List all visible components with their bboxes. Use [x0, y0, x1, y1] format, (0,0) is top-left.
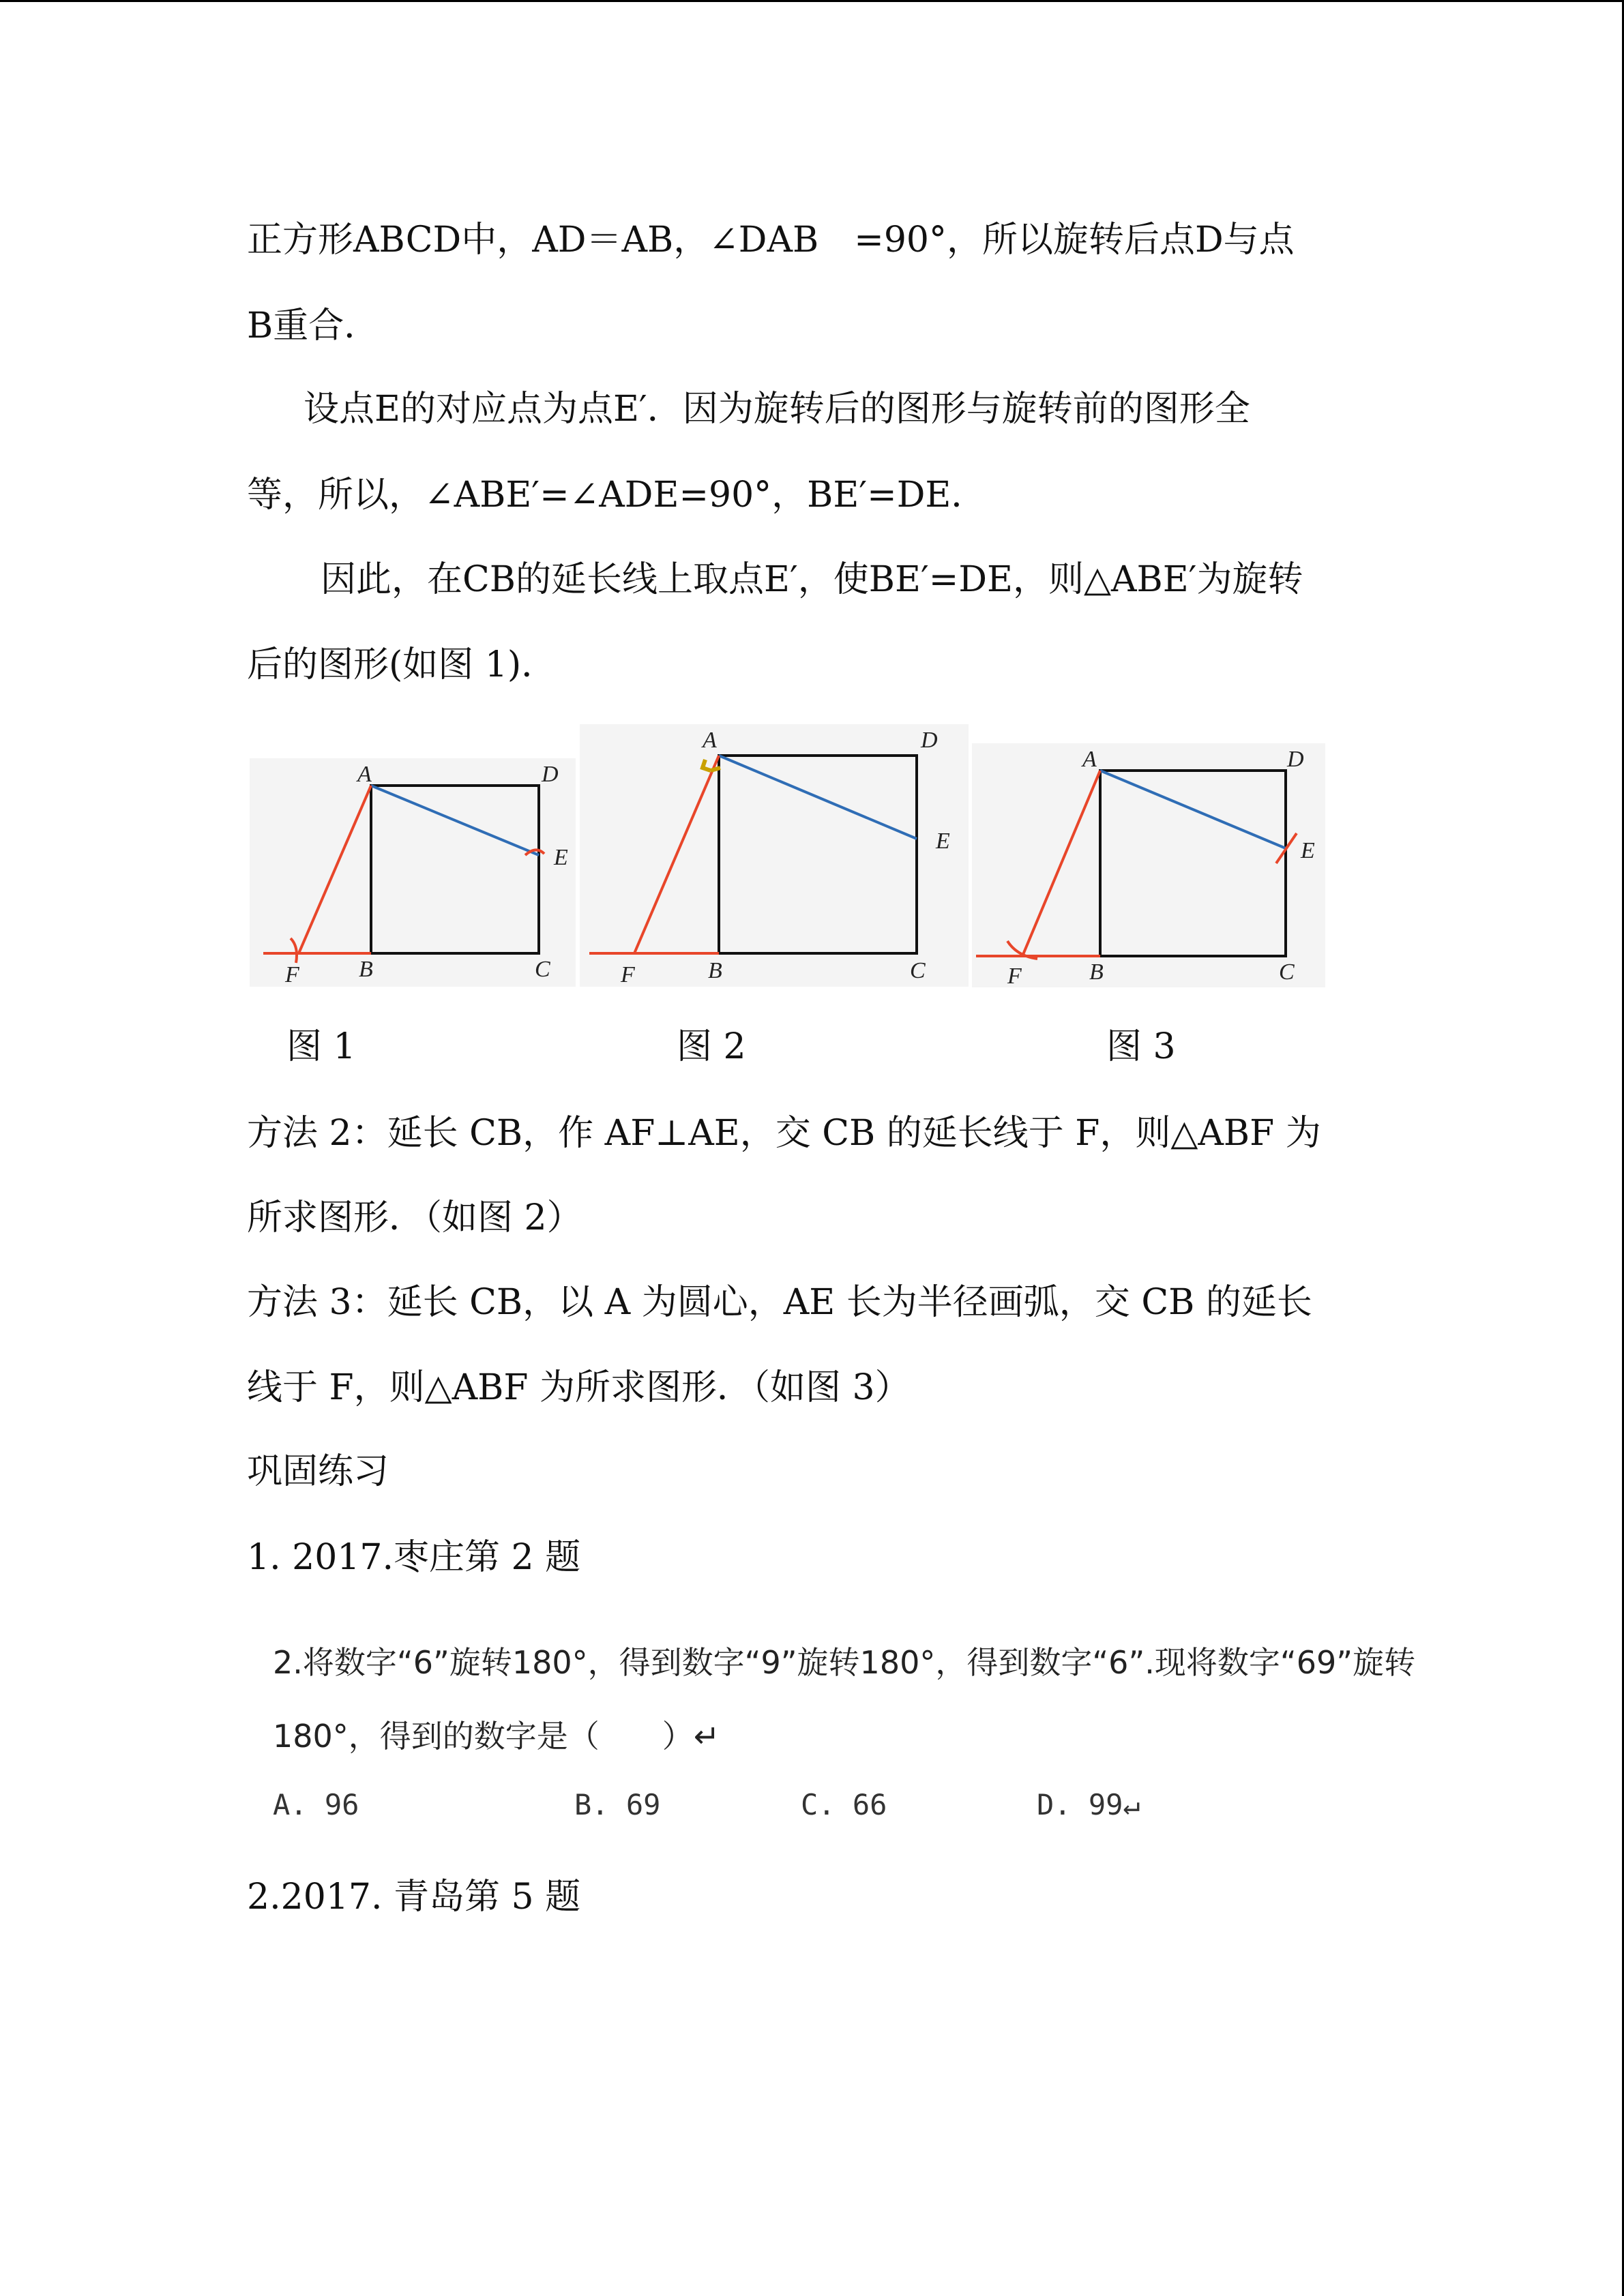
figure-3	[972, 743, 1325, 987]
practice-item-2: 2.2017. 青岛第 5 题	[247, 1877, 581, 1918]
figure-2-label-d: D	[921, 728, 938, 753]
figure-1-label-d: D	[542, 762, 559, 787]
method-2-line-1: 方法 2：延长 CB，作 AF⊥AE，交 CB 的延长线于 F，则△ABF 为	[247, 1113, 1321, 1154]
practice-heading: 巩固练习	[247, 1451, 389, 1492]
figure-3-label-a: A	[1082, 747, 1097, 772]
top-border	[0, 0, 1624, 2]
figure-2-label-a: A	[703, 728, 717, 753]
figure-1-label-c: C	[535, 957, 550, 982]
method-3-line-2: 线于 F，则△ABF 为所求图形．（如图 3）	[247, 1367, 911, 1408]
figure-1-label-e: E	[554, 845, 568, 870]
option-a: A. 96	[273, 1788, 359, 1821]
figure-2-caption: 图 2	[677, 1026, 746, 1067]
figure-3-label-b: B	[1089, 959, 1104, 985]
practice-item-1: 1. 2017.枣庄第 2 题	[247, 1537, 581, 1578]
figure-3-label-e: E	[1301, 838, 1315, 863]
paragraph-1-line-2: B重合．	[247, 305, 380, 346]
figure-1-caption: 图 1	[286, 1026, 356, 1067]
figure-3-caption: 图 3	[1106, 1026, 1176, 1067]
method-2-line-2: 所求图形．（如图 2）	[247, 1197, 582, 1238]
figure-3-label-c: C	[1279, 959, 1295, 985]
figure-2-label-b: B	[708, 958, 722, 983]
figure-1	[250, 758, 576, 987]
figure-1-label-b: B	[359, 957, 373, 982]
paragraph-1-line-1: 正方形ABCD中，AD＝AB，∠DAB =90°，所以旋转后点D与点	[247, 220, 1295, 260]
figure-2-label-e: E	[936, 829, 950, 854]
figure-3-label-d: D	[1287, 747, 1304, 772]
method-3-line-1: 方法 3：延长 CB，以 A 为圆心，AE 长为半径画弧，交 CB 的延长	[247, 1282, 1312, 1323]
paragraph-2-line-1: 设点E的对应点为点E′．因为旋转后的图形与旋转前的图形全	[304, 389, 1250, 430]
question-line-1: 2.将数字“6”旋转180°，得到数字“9”旋转180°，得到数字“6”.现将数字“69”旋转	[273, 1644, 1416, 1681]
option-d: D. 99↵	[1037, 1788, 1140, 1821]
figure-2-label-f: F	[621, 962, 635, 987]
option-c: C. 66	[801, 1788, 887, 1821]
question-line-2: 180°，得到的数字是（ ）↵	[273, 1718, 720, 1755]
figure-1-label-a: A	[357, 762, 372, 787]
figure-2-label-c: C	[910, 958, 926, 983]
figure-1-label-f: F	[285, 962, 299, 987]
paragraph-3-line-2: 后的图形(如图 1)．	[247, 644, 557, 685]
paragraph-3-line-1: 因此，在CB的延长线上取点E′，使BE′=DE，则△ABE′为旋转	[321, 559, 1303, 600]
option-b: B. 69	[574, 1788, 661, 1821]
figure-2	[580, 724, 969, 987]
paragraph-2-line-2: 等，所以，∠ABE′=∠ADE=90°，BE′=DE．	[247, 475, 987, 516]
figure-3-label-f: F	[1007, 964, 1022, 987]
